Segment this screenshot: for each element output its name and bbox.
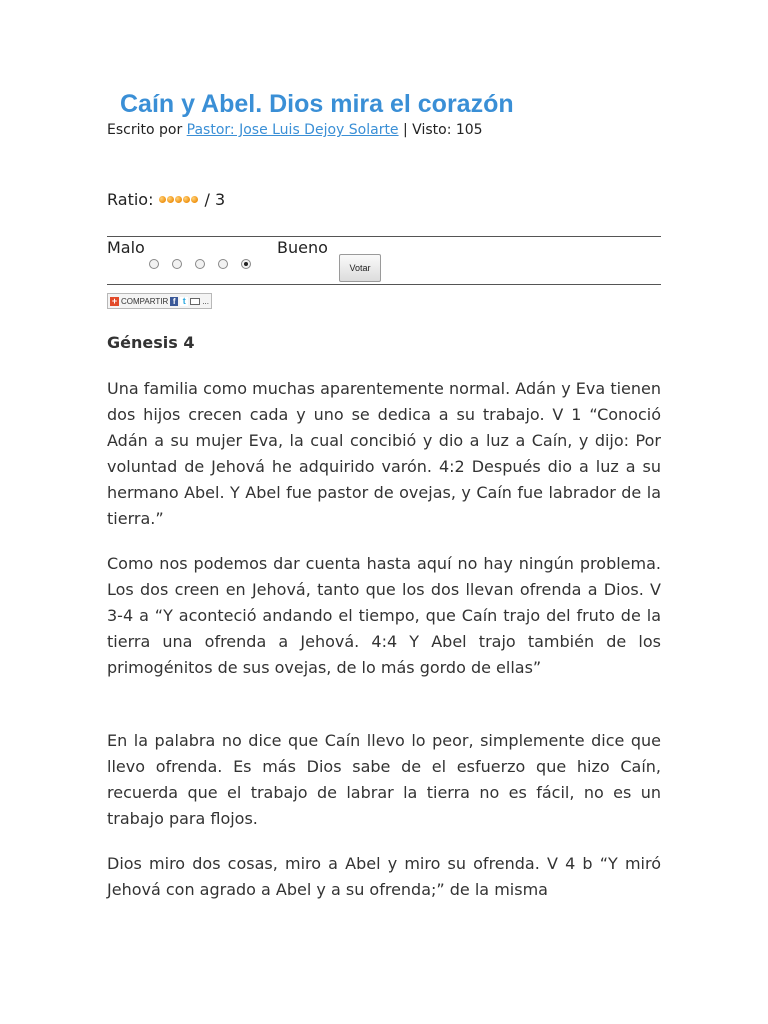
paragraph: Como nos podemos dar cuenta hasta aquí no hay ningún problema. Los dos creen en Jehová, tanto que los dos llevan ofrenda a Dios. V 3-4 a “Y aconteció andando el tiempo, que Caín trajo del fruto de la tierra una ofrenda a Jehová. 4:4 Y Abel trajo también de los primogénitos de sus ovejas, de lo más gordo de ellas”: [107, 554, 661, 677]
paragraph: Dios miro dos cosas, miro a Abel y miro su ofrenda. V 4 b “Y miró Jehová con agrado a Abel y a su ofrenda;” de la misma: [107, 854, 661, 899]
byline-prefix: Escrito por: [107, 122, 187, 138]
paragraph: Una familia como muchas aparentemente normal. Adán y Eva tienen dos hijos crecen cada y uno se dedica a su trabajo. V 1 “Conoció Adán a su mujer Eva, la cual concibió y dio a luz a Caín, y dijo: Por voluntad de Jehová he adquirido varón. 4:2 Después dio a luz a su hermano Abel. Y Abel fue pastor de ovejas, y Caín fue labrador de la tierra.”: [107, 379, 661, 528]
twitter-icon[interactable]: t: [180, 297, 188, 306]
paragraph: En la palabra no dice que Caín llevo lo peor, simplemente dice que llevo ofrenda. Es más Dios sabe de el esfuerzo que hizo Caín, recuerda que el trabajo de labrar la tierra no es fácil, no es un trabajo para flojos.: [107, 731, 661, 828]
share-more[interactable]: ...: [202, 296, 209, 306]
vote-radio-5[interactable]: [241, 259, 251, 269]
section-heading: Génesis 4: [107, 333, 195, 352]
rating-summary: [107, 190, 225, 209]
vote-button[interactable]: Votar: [339, 254, 381, 282]
vote-form: [107, 238, 661, 284]
divider: [107, 236, 661, 237]
vote-high-label: Bueno: [277, 238, 328, 257]
vote-radio-2[interactable]: [172, 259, 182, 269]
orange-dots-rating-icon: [159, 196, 198, 203]
vote-radio-3[interactable]: [195, 259, 205, 269]
share-label: COMPARTIR: [121, 296, 169, 306]
facebook-icon[interactable]: f: [170, 297, 178, 306]
rating-label: Ratio:: [107, 190, 154, 209]
byline: [107, 122, 483, 138]
vote-options: [149, 259, 251, 269]
vote-low-label: Malo: [107, 238, 145, 257]
article-title[interactable]: Caín y Abel. Dios mira el corazón: [120, 90, 514, 118]
byline-views: | Visto: 105: [398, 122, 483, 138]
email-icon[interactable]: [190, 298, 200, 305]
vote-radio-1[interactable]: [149, 259, 159, 269]
vote-radio-4[interactable]: [218, 259, 228, 269]
plus-icon: +: [111, 295, 118, 306]
share-button[interactable]: [107, 293, 212, 309]
divider: [107, 284, 661, 285]
author-link[interactable]: Pastor: Jose Luis Dejoy Solarte: [186, 122, 399, 138]
rating-value: / 3: [204, 190, 226, 209]
